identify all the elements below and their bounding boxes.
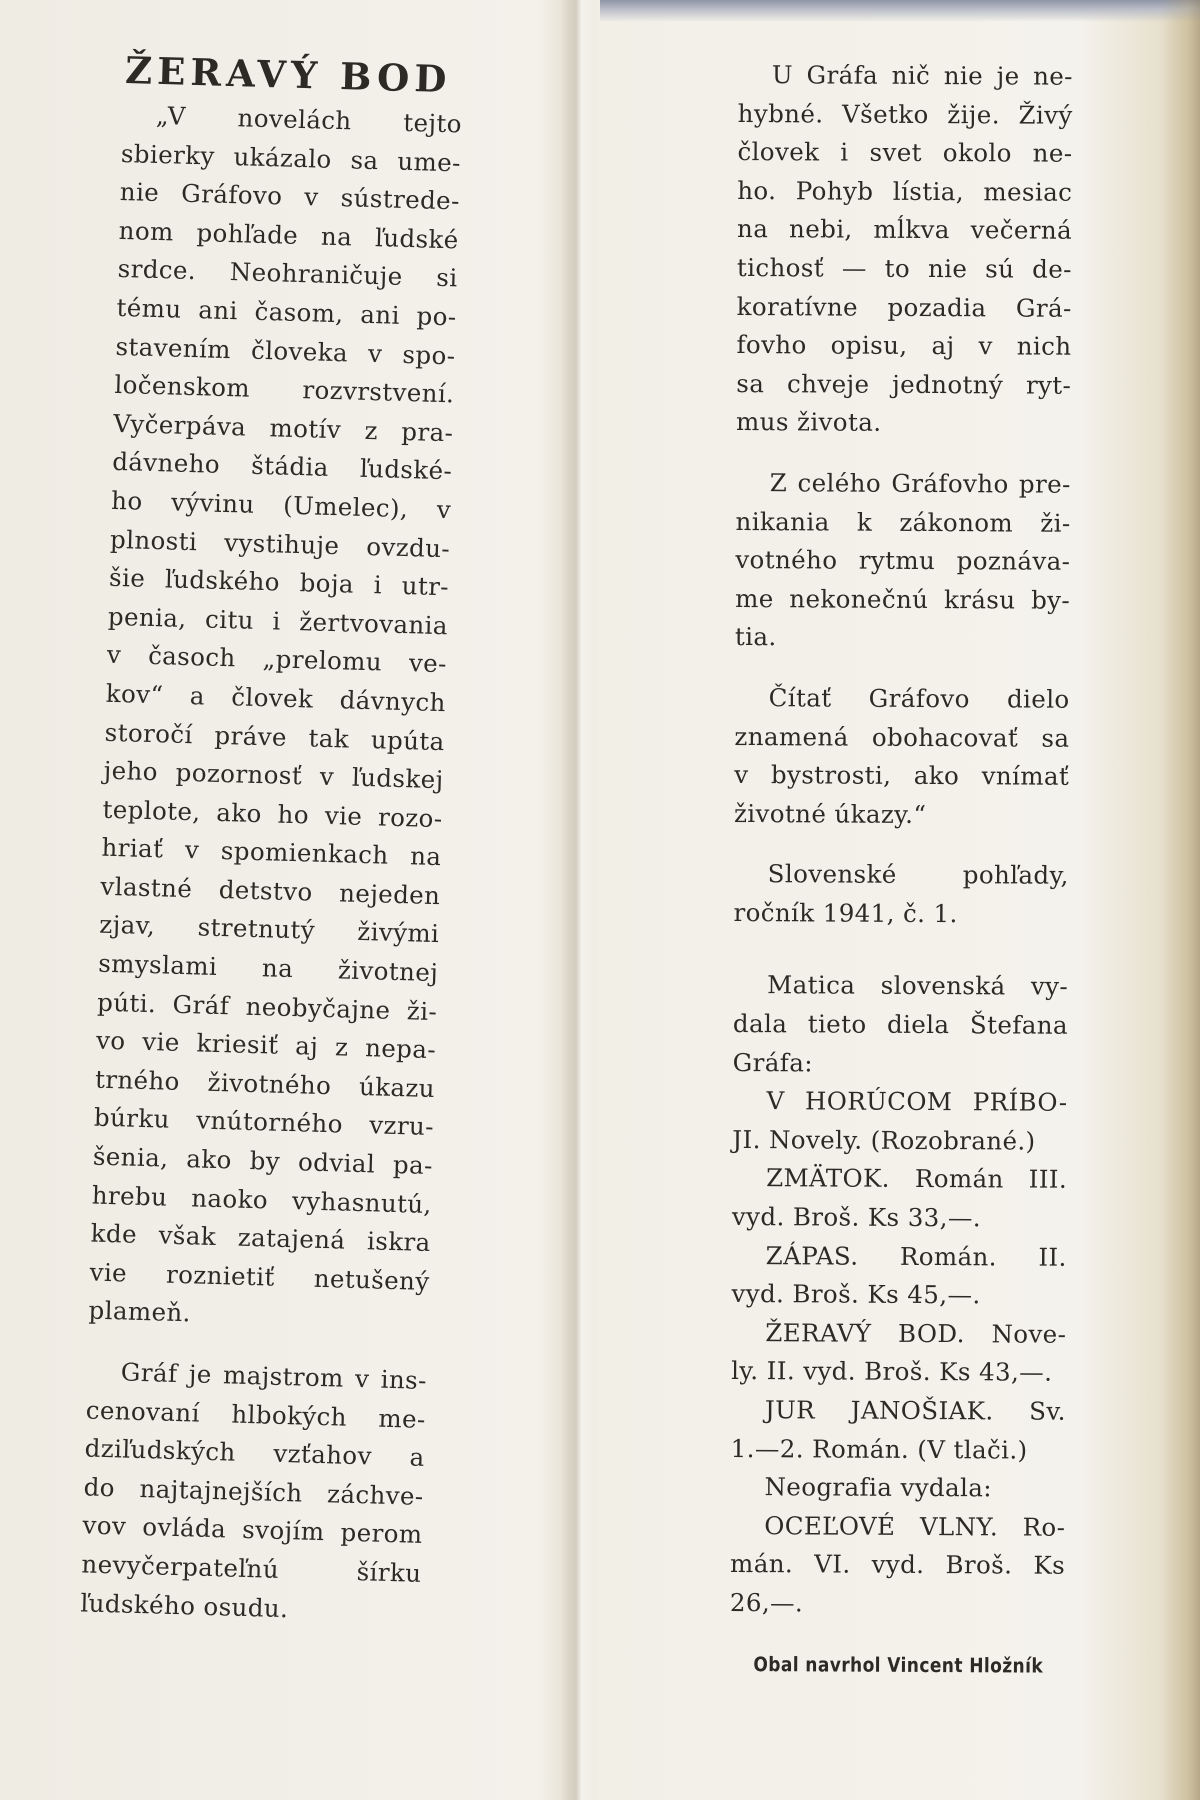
text-line: ly. II. vyd. Broš. Ks 43,—. <box>731 1356 1053 1388</box>
text-line: zjav, stretnutý živými <box>98 910 440 949</box>
text-line: vyd. Broš. Ks 33,—. <box>731 1202 982 1233</box>
text-line: U Gráfa nič nie je ne- <box>771 60 1073 91</box>
review-paragraph-1 <box>88 96 462 1340</box>
text-line: Z celého Gráfovho pre- <box>769 468 1071 499</box>
text-line: Vyčerpáva motív z pra- <box>113 408 454 448</box>
text-line: dávneho štádia ľudské- <box>111 447 453 486</box>
text-line: trného životného úkazu <box>94 1064 436 1103</box>
text-line: teplote, ako ho vie rozo- <box>102 794 443 833</box>
review-paragraph-3 <box>736 56 1073 444</box>
text-line: do najtajnejších záchve- <box>83 1472 424 1511</box>
review-paragraph-4 <box>735 464 1071 659</box>
text-line: tichosť — to nie sú de- <box>736 252 1072 284</box>
text-line: sbierky ukázalo sa ume- <box>120 138 462 178</box>
text-line: vo vie kriesiť aj z nepa- <box>95 1025 437 1065</box>
text-line: hrebu naoko vyhasnutú, <box>91 1180 433 1219</box>
text-line: 26,—. <box>729 1587 804 1618</box>
text-line: ločenskom rozvrstvení. <box>114 370 455 409</box>
work-entry <box>731 1237 1066 1316</box>
text-line: srdce. Neohraničuje si <box>117 254 458 293</box>
paragraph-gap <box>734 833 1069 857</box>
text-line: Matica slovenská vy- <box>767 970 1069 1002</box>
text-line: Gráfa: <box>732 1047 814 1078</box>
work-entry <box>732 1082 1067 1161</box>
text-line: v časoch „prelomu ve- <box>106 640 448 679</box>
text-line: ho vývinu (Umelec), v <box>110 485 452 525</box>
text-line: ľudského osudu. <box>80 1587 289 1623</box>
text-line: votného rytmu poznáva- <box>735 545 1071 576</box>
text-line: na nebi, mĺkva večerná <box>737 214 1073 246</box>
book-title: ŽERAVÝ BOD <box>124 48 453 102</box>
top-edge-shadow <box>600 0 1200 22</box>
work-entry <box>731 1391 1066 1470</box>
text-line: šenia, ako by odvial pa- <box>92 1141 434 1181</box>
text-line: koratívne pozadia Grá- <box>736 291 1072 323</box>
text-line: V HORÚCOM PRÍBO- <box>766 1086 1068 1117</box>
paragraph-gap <box>735 657 1070 681</box>
text-line: storočí práve tak upúta <box>104 717 446 756</box>
text-line: nikania k zákonom ži- <box>735 506 1071 538</box>
cover-credit: Obal navrhol Vincent Hložník <box>753 1651 1044 1678</box>
text-line: vov ovláda svojím perom <box>82 1510 423 1550</box>
section-gap <box>733 932 1068 968</box>
review-paragraph-2 <box>80 1352 427 1632</box>
text-line: hriať v spomienkach na <box>101 832 442 872</box>
text-line: hybné. Všetko žije. Živý <box>737 98 1073 130</box>
text-line: stavením človeka v spo- <box>115 331 456 370</box>
text-line: me nekonečnú krásu by- <box>735 583 1071 615</box>
text-line: dala tieto diela Štefana <box>732 1009 1069 1040</box>
text-line: nevyčerpateľnú šírku <box>81 1549 422 1588</box>
text-line: Gráf je majstrom v ins- <box>120 1357 428 1395</box>
text-line: šie ľudského boja i utr- <box>108 562 450 602</box>
text-line: nom pohľade na ľudské <box>118 215 460 255</box>
text-line: vyd. Broš. Ks 45,—. <box>731 1279 981 1310</box>
text-line: Čítať Gráfovo dielo <box>768 683 1070 714</box>
text-line: plameň. <box>88 1295 192 1328</box>
text-line: kov“ a človek dávnych <box>105 678 447 718</box>
text-line: dziľudských vzťahov a <box>84 1433 426 1473</box>
text-line: vie roznietiť netušený <box>89 1257 430 1296</box>
text-line: ŽERAVÝ BOD. Nove- <box>765 1317 1067 1349</box>
text-line: smyslami na životnej <box>97 948 439 988</box>
text-line: znamená obohacovať sa <box>734 721 1070 753</box>
paragraph-gap <box>736 442 1071 466</box>
text-line: 1.—2. Román. (V tlači.) <box>730 1433 1028 1465</box>
text-line: mus života. <box>736 407 882 438</box>
right-edge-wear <box>1160 0 1200 1800</box>
text-line: penia, citu i žertvovania <box>107 601 449 640</box>
publisher-intro <box>733 966 1069 1084</box>
text-line: nie Gráfovo v sústrede- <box>119 177 461 216</box>
text-line: cenovaní hlbokých me- <box>85 1395 427 1434</box>
neografia-work <box>730 1507 1066 1625</box>
text-line: JUR JANOŠIAK. Sv. <box>764 1395 1066 1426</box>
neografia-intro: Neografia vydala: <box>764 1472 993 1503</box>
text-line: Slovenské pohľady, <box>767 859 1069 891</box>
text-line: sa chveje jednotný ryt- <box>736 368 1072 400</box>
text-line: vlastné detstvo nejeden <box>100 871 441 911</box>
work-entry <box>732 1159 1067 1238</box>
works-list <box>731 1082 1068 1470</box>
right-column <box>729 56 1073 1685</box>
text-line: púti. Gráf neobyčajne ži- <box>96 987 438 1026</box>
text-line: jeho pozornosť v ľudskej <box>103 755 444 795</box>
review-source <box>733 855 1068 934</box>
left-column <box>80 44 464 1632</box>
text-line: fovho opisu, aj v nich <box>736 330 1072 361</box>
neografia-section <box>730 1468 1066 1624</box>
text-line: JI. Novely. (Rozobrané.) <box>732 1124 1036 1156</box>
text-line: plnosti vystihuje ovzdu- <box>109 524 451 563</box>
text-line: búrku vnútorného vzru- <box>93 1103 435 1142</box>
text-line: tému ani časom, ani po- <box>116 292 457 332</box>
review-paragraph-5 <box>734 679 1070 835</box>
text-line: človek i svet okolo ne- <box>737 137 1073 168</box>
page-fold-shadow <box>560 0 596 1800</box>
text-line: v bystrosti, ako vnímať <box>734 760 1070 791</box>
text-line: ZMÄTOK. Román III. <box>766 1163 1068 1195</box>
text-line: „V novelách tejto <box>155 100 463 139</box>
text-line: mán. VI. vyd. Broš. Ks <box>730 1549 1066 1581</box>
text-line: životné úkazy.“ <box>733 798 927 829</box>
text-line: OCEĽOVÉ VLNY. Ro- <box>764 1510 1066 1542</box>
text-line: kde však zatajená iskra <box>90 1218 432 1258</box>
work-entry <box>731 1314 1066 1393</box>
text-line: ho. Pohyb lístia, mesiac <box>737 175 1073 207</box>
text-line: ročník 1941, č. 1. <box>733 897 958 929</box>
text-line: tia. <box>734 622 777 652</box>
text-line: ZÁPAS. Román. II. <box>765 1240 1067 1272</box>
